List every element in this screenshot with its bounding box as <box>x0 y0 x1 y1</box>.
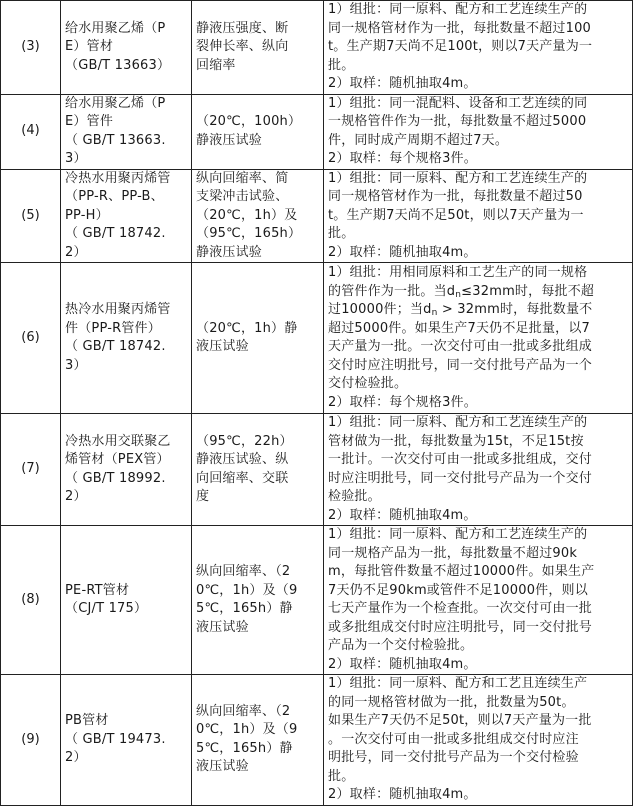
requirement-line <box>328 301 628 320</box>
row-index: (7) <box>1 414 61 526</box>
test-items-line: 5℃，165h）静 <box>196 740 293 756</box>
test-items-line: 静液压强度、断 <box>196 20 289 36</box>
product-name-cell <box>61 263 192 414</box>
row-index: (3) <box>1 1 61 95</box>
requirement-line: 2）取样：随机抽取4m。 <box>328 656 477 672</box>
product-name-line: 2） <box>65 244 87 260</box>
sampling-requirements-cell <box>324 414 633 526</box>
table-row <box>1 414 633 526</box>
product-name-line: E）管材 <box>65 39 114 54</box>
sampling-requirements-cell <box>324 675 633 806</box>
requirement-line: 时应注明批号，同一交付批号产品为一个交付 <box>328 470 593 486</box>
table-row <box>1 169 633 263</box>
requirement-text: 的管件作为一批。当d <box>328 283 456 299</box>
product-name-line: 2） <box>65 750 87 765</box>
test-items-line: （20℃，1h）及 <box>196 207 298 223</box>
product-name-line: PB管材 <box>65 713 109 728</box>
test-items-line: 度 <box>196 489 210 504</box>
table-row <box>1 675 633 806</box>
requirement-line: 2）取样：随机抽取4m。 <box>328 507 477 523</box>
sampling-requirements-cell <box>324 1 633 95</box>
dn-subscript: n <box>455 289 462 300</box>
product-name-line: 给水用聚乙烯（P <box>65 95 166 111</box>
product-name-cell <box>61 526 192 675</box>
product-name-line: 给水用聚乙烯（P <box>65 20 166 36</box>
test-items-line: 纵向回缩率、简 <box>196 170 289 186</box>
table-row <box>1 94 633 169</box>
requirement-line: 同一规格管材作为一批，每批数量不超过50 <box>328 189 583 204</box>
dn-subscript: n <box>431 308 438 318</box>
test-items-line: 纵向回缩率、（2 <box>196 564 291 579</box>
product-name-line: E）管件 <box>65 114 114 129</box>
product-name-cell <box>61 94 192 169</box>
test-items-line: 向回缩率、交联 <box>196 470 289 486</box>
product-name-line: PP-H） <box>65 207 109 223</box>
product-name-line: （ GB/T 18742. <box>65 339 166 354</box>
product-name-cell <box>61 675 192 806</box>
product-name-line: 冷热水用聚丙烯管 <box>65 170 171 186</box>
product-name-line: PE-RT管材 <box>65 582 130 598</box>
product-name-line: （GB/T 13663） <box>65 57 171 73</box>
test-items-line: （20℃，1h）静 <box>196 320 298 336</box>
requirement-line: 一规格管件作为一批，每批数量不超过5000 <box>328 114 587 129</box>
requirement-line: 。一次交付可由一批或多批组成交付时应注 <box>328 731 579 747</box>
table-row <box>1 263 633 414</box>
requirement-line: 天产量为一批。一次交付可由一批或多批组成 <box>328 339 593 354</box>
test-items-cell <box>192 675 324 806</box>
test-items-line: （95℃，22h） <box>196 433 293 449</box>
test-items-line: 0℃，1h）及（9 <box>196 582 298 598</box>
test-items-line: 液压试验 <box>196 619 249 635</box>
sampling-requirements-cell <box>324 169 633 263</box>
requirement-line: 1）组批：用相同原料和工艺生产的同一规格 <box>328 265 588 280</box>
test-items-line: 5℃，165h）静 <box>196 601 293 616</box>
requirement-line: 批。 <box>328 57 355 73</box>
product-name-cell <box>61 414 192 526</box>
requirement-line: 产品为一个交付检验批。 <box>328 638 474 653</box>
requirement-line: 1）组批：同一原料、配方和工艺连续生产的 <box>328 170 588 186</box>
product-name-line: （ GB/T 18742. <box>65 226 166 241</box>
row-index: (9) <box>1 675 61 806</box>
test-items-line: 静液压试验、纵 <box>196 452 289 467</box>
test-items-line: 裂伸长率、纵向 <box>196 39 289 54</box>
requirement-line: m，每批管件数量不超过10000件。如果生产 <box>328 564 595 579</box>
product-name-line: （ GB/T 13663. <box>65 132 166 148</box>
product-name-line: 2） <box>65 489 87 504</box>
requirement-line: 1）组批：同一原料、配方和工艺连续生产的 <box>328 415 588 430</box>
requirement-line: 明批号，同一交付批号产品为一个交付检验 <box>328 750 579 765</box>
requirement-line: t。生产期7天尚不足50t，则以7天产量为一 <box>328 207 584 223</box>
table-row <box>1 526 633 675</box>
test-items-line: 纵向回缩率、（2 <box>196 703 291 719</box>
requirement-line: 如果生产7天仍不足50t，则以7天产量为一批 <box>328 713 592 728</box>
product-name-line: （PP-R、PP-B、 <box>65 189 164 204</box>
requirement-line: 超过5000件。如果生产7天仍不足批量，以7 <box>328 320 591 336</box>
test-items-line: （20℃，100h） <box>196 114 302 129</box>
sampling-requirements-cell <box>324 263 633 414</box>
requirement-line: t。生产期7天尚不足100t，则以7天产量为一 <box>328 39 593 54</box>
test-items-cell <box>192 1 324 95</box>
product-name-cell <box>61 169 192 263</box>
requirement-line: 2）取样：每个规格3件。 <box>328 151 477 166</box>
requirement-line: 批。 <box>328 226 355 241</box>
requirement-line: 1）组批：同一原料、配方和工艺且连续生产 <box>328 676 588 691</box>
requirement-line: 7天仍不足90km或管件不足10000件，则以 <box>328 582 588 598</box>
requirement-line: 交付时应注明批号，同一交付批号产品为一个 <box>328 357 593 373</box>
requirement-line: 2）取样：随机抽取4m。 <box>328 787 477 802</box>
requirement-line: 2）取样：随机抽取4m。 <box>328 76 477 91</box>
requirement-line: 同一规格管材作为一批，每批数量不超过100 <box>328 20 592 36</box>
row-index: (4) <box>1 94 61 169</box>
requirement-text: ≤32mm时，每批不超 <box>461 283 595 299</box>
requirement-line: 1）组批：同一混配料、设备和工艺连续的同 <box>328 95 588 111</box>
requirement-line: 的同一规格管材做为一批，批数量为50t。 <box>328 694 575 710</box>
sampling-requirements-cell <box>324 526 633 675</box>
product-name-line: （ GB/T 19473. <box>65 731 166 747</box>
requirement-line <box>328 283 628 302</box>
test-items-cell <box>192 414 324 526</box>
requirement-line: 管材做为一批，每批数量为15t，不足15t按 <box>328 433 584 449</box>
requirement-line: 七天产量作为一个检查批。一次交付可由一批 <box>328 601 593 616</box>
row-index: (6) <box>1 263 61 414</box>
test-items-line: （95℃，165h） <box>196 226 302 241</box>
requirement-line: 交付检验批。 <box>328 376 408 391</box>
test-items-cell <box>192 263 324 414</box>
requirement-line: 检验批。 <box>328 489 381 504</box>
test-items-line: 液压试验 <box>196 339 249 354</box>
test-items-cell <box>192 94 324 169</box>
requirement-line: 2）取样：随机抽取4m。 <box>328 244 477 260</box>
test-items-line: 支梁冲击试验、 <box>196 189 289 204</box>
test-items-cell <box>192 169 324 263</box>
requirement-line: 一批计。一次交付可由一批或多批组成，交付 <box>328 452 593 467</box>
requirement-line: 同一规格产品为一批，每批数量不超过90k <box>328 545 578 561</box>
requirement-line: 1）组批：同一原料、配方和工艺连续生产的 <box>328 2 588 17</box>
test-items-cell <box>192 526 324 675</box>
product-name-line: 冷热水用交联聚乙 <box>65 433 171 449</box>
test-items-line: 0℃，1h）及（9 <box>196 722 298 738</box>
product-name-line: 烯管材（PEX管） <box>65 452 170 467</box>
requirement-line: 或多批组成交付时应注明批号，同一交付批号 <box>328 619 593 635</box>
product-name-line: 3） <box>65 151 87 166</box>
requirement-line: 1）组批：同一原料、配方和工艺连续生产的 <box>328 527 588 542</box>
requirement-line: 2）取样：每个规格3件。 <box>328 394 477 410</box>
product-name-line: （ GB/T 18992. <box>65 470 166 486</box>
product-name-line: 热冷水用聚丙烯管 <box>65 302 171 317</box>
test-items-line: 静液压试验 <box>196 132 263 148</box>
requirement-text: > 32mm时，每批数量不 <box>437 302 593 317</box>
product-name-line: 件（PP-R管件） <box>65 320 161 336</box>
test-items-line: 回缩率 <box>196 57 236 73</box>
test-items-line: 静液压试验 <box>196 244 263 260</box>
product-name-line: （CJ/T 175） <box>65 601 148 616</box>
row-index: (8) <box>1 526 61 675</box>
requirement-text: 过10000件；当d <box>328 302 432 317</box>
product-name-line: 3） <box>65 357 87 373</box>
test-items-line: 液压试验 <box>196 759 249 775</box>
sampling-requirements-cell <box>324 94 633 169</box>
requirement-line: 件，同时成产周期不超过7天。 <box>328 132 509 148</box>
table-row <box>1 1 633 95</box>
product-name-cell <box>61 1 192 95</box>
requirement-line: 批。 <box>328 768 355 784</box>
row-index: (5) <box>1 169 61 263</box>
